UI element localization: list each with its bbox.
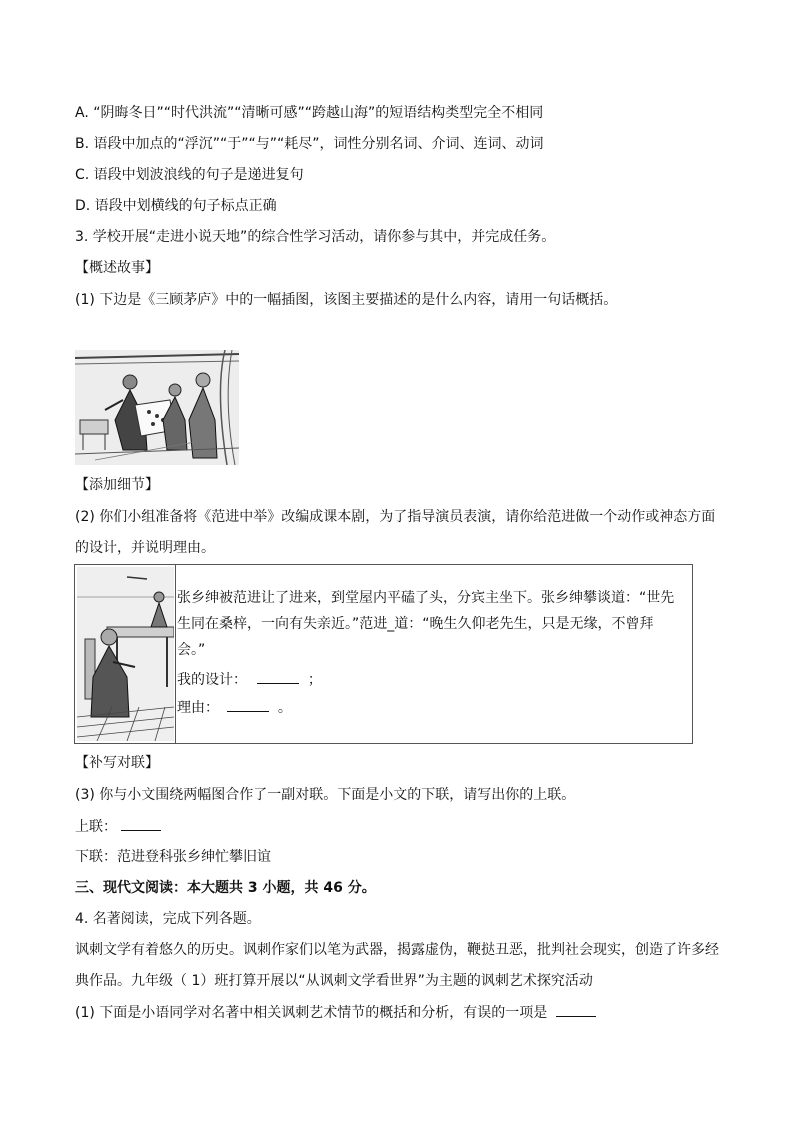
- reason-row: [177, 697, 292, 718]
- sangu-maolu-illustration: [75, 350, 239, 465]
- question-4-para-line2: 典作品。九年级（ 1）班打算开展以“从讽刺文学看世界”为主题的讽刺艺术探究活动: [75, 973, 593, 989]
- section-couplet-title: 【补写对联】: [75, 755, 159, 771]
- option-c: C. 语段中划波浪线的句子是递进复句: [75, 167, 304, 183]
- excerpt-line2: 生同在桑梓，一向有失亲近。”范进_道：“晚生久仰老先生，只是无缘，不曾拜: [177, 616, 654, 632]
- excerpt-line3: 会。”: [177, 642, 206, 658]
- question-3-3: (3) 你与小文围绕两幅图合作了一副对联。下面是小文的下联，请写出你的上联。: [75, 787, 576, 803]
- section-3-heading: 三、现代文阅读：本大题共 3 小题，共 46 分。: [75, 880, 376, 896]
- fanjin-drawing: [77, 567, 174, 741]
- question-4-para-line1: 讽刺文学有着悠久的历史。讽刺作家们以笔为武器，揭露虚伪，鞭挞丑恶，批判社会现实，创造了许多经: [75, 942, 719, 958]
- design-blank[interactable]: [257, 669, 299, 684]
- excerpt-line1: 张乡绅被范进让了进来，到堂屋内平磕了头，分宾主坐下。张乡绅攀谈道：“世先: [177, 590, 675, 606]
- option-a: A. “阴晦冬日”“时代洪流”“清晰可感”“跨越山海”的短语结构类型完全不相同: [75, 105, 544, 121]
- section-details-title: 【添加细节】: [75, 477, 159, 493]
- box-divider: [175, 565, 176, 743]
- question-4-1-blank[interactable]: [556, 1002, 596, 1017]
- question-3-2-line2: 的设计，并说明理由。: [75, 540, 215, 556]
- reason-end: 。: [277, 700, 292, 716]
- question-4-1: (1) 下面是小语同学对名著中相关讽刺艺术情节的概括和分析，有误的一项是: [75, 1005, 548, 1021]
- sangu-maolu-drawing: [75, 350, 239, 465]
- question-4-1-row: [75, 1002, 596, 1023]
- option-b: B. 语段中加点的“浮沉”“于”“与”“耗尽”，词性分别名词、介词、连词、动词: [75, 136, 544, 152]
- design-row: [177, 669, 322, 690]
- lower-couplet: 下联：范进登科张乡绅忙攀旧谊: [75, 849, 271, 865]
- reason-blank[interactable]: [227, 697, 269, 712]
- question-3-1: (1) 下边是《三顾茅庐》中的一幅插图，该图主要描述的是什么内容，请用一句话概括。: [75, 292, 618, 308]
- upper-couplet-row: [75, 816, 161, 837]
- reason-label: 理由：: [177, 700, 219, 716]
- design-label: 我的设计：: [177, 672, 247, 688]
- design-end: ；: [307, 672, 322, 688]
- question-3-stem: 3. 学校开展“走进小说天地”的综合性学习活动，请你参与其中，并完成任务。: [75, 229, 556, 245]
- fanjin-illustration: [77, 567, 174, 741]
- excerpt-box: [74, 564, 693, 744]
- question-4-stem: 4. 名著阅读，完成下列各题。: [75, 911, 261, 927]
- upper-couplet-blank[interactable]: [121, 816, 161, 831]
- question-3-2-line1: (2) 你们小组准备将《范进中举》改编成课本剧，为了指导演员表演，请你给范进做一个动作或神态方面: [75, 509, 716, 525]
- upper-couplet-label: 上联：: [75, 819, 117, 835]
- option-d: D. 语段中划横线的句子标点正确: [75, 198, 277, 214]
- section-summary-title: 【概述故事】: [75, 260, 159, 276]
